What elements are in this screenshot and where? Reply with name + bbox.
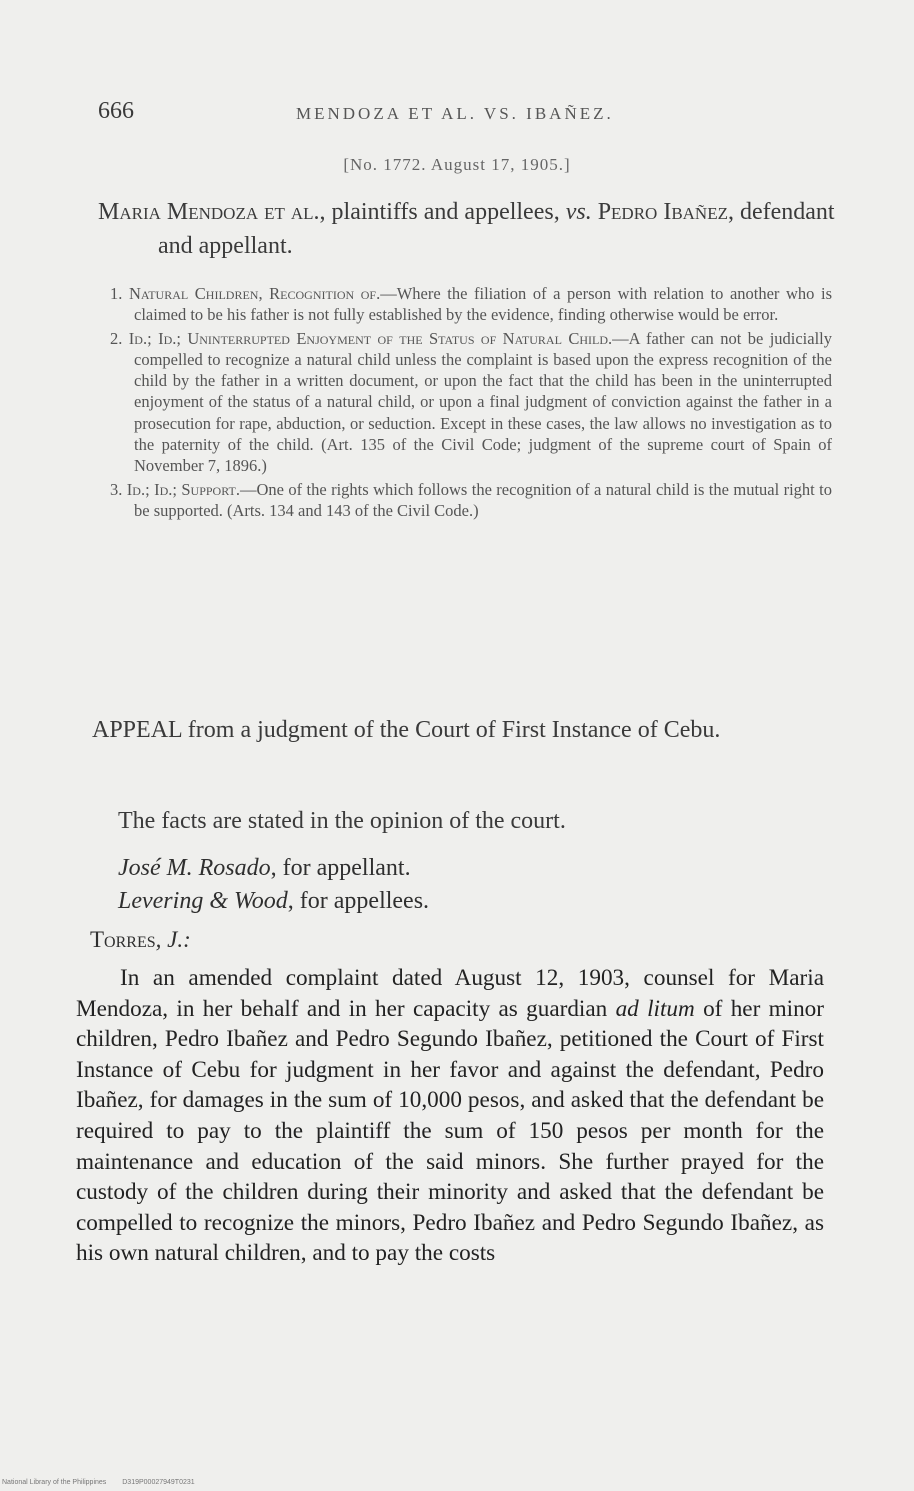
opinion-author (90, 927, 191, 953)
counsel-name: Levering & Wood (118, 888, 288, 914)
syllabus-item (100, 328, 832, 477)
versus: vs. (565, 199, 592, 225)
opinion-italic: ad litum (615, 995, 695, 1022)
running-header (98, 98, 818, 138)
syllabus-number: 2. (110, 328, 123, 348)
syllabus-text: .—A father can not be judicially compelled to recognize a natural child unless the complaint is based upon the express recognition of the child by the father in a written document, or upon the fact that the child has been in the uninterrupted enjoyment of the status of a natural child, or upon a final judgment of conviction against the father in a prosecution for rape, abduction, or seduction. Except in these cases, the law allows no investigation as to the paternity of the child. (Art. 135 of the Civil Code; judgment of the supreme court of Spain of November 7, 1896.) (134, 328, 833, 476)
scan-id: D319P00027949T0231 (122, 1479, 195, 1486)
judge-name: Torres (90, 927, 156, 952)
syllabus-heading: Natural Children, Recognition of (128, 284, 377, 303)
appeal-text: from a judgment of the Court of First Instance of Cebu. (181, 717, 721, 743)
syllabus (100, 283, 832, 521)
opinion-text: In an amended complaint dated August 12, 1903, counsel for Maria Mendoza, in her behalf and in her capacity as guardian (76, 965, 824, 1022)
defendant-role: , defendant and appellant. (158, 199, 835, 259)
counsel-name: José M. Rosado (118, 855, 271, 881)
syllabus-heading: Id.; Id.; Uninterrupted Enjoyment of the Status of Natural Child (128, 328, 608, 348)
opinion-paragraph (76, 963, 824, 1269)
syllabus-item (100, 283, 832, 326)
syllabus-heading: Id.; Id.; Support (126, 479, 236, 499)
opinion-text-rest: of her minor children, Pedro Ibañez and Pedro Segundo Ibañez, petitioned the Court of First Instance of Cebu for judgment in her favor and against the defendant, Pedro Ibañez, for damages in the sum of 10,000 pesos, and asked that the defendant be required to pay to the plaintiff the sum of 150 pesos per month for the maintenance and education of the said minors. She further prayed for the custody of the children during their minority and asked that the defendant be compelled to recognize the minors, Pedro Ibañez and Pedro Segundo Ibañez, as his own natural children, and to pay the costs (76, 995, 824, 1267)
library-credit: National Library of the Philippines (2, 1479, 107, 1486)
plaintiff-role: , plaintiffs and appellees, (319, 199, 566, 225)
facts-statement: The facts are stated in the opinion of the court. (118, 808, 566, 834)
judge-suffix: , J.: (155, 927, 191, 952)
counsel-appellant (118, 852, 838, 885)
counsel-appellees (118, 885, 838, 918)
page-number: 666 (98, 98, 134, 124)
syllabus-number: 3. (110, 479, 123, 499)
counsel-list (118, 852, 838, 918)
defendant-surname: Ibañez (663, 199, 728, 225)
appeal-statement (92, 715, 830, 746)
running-title: MENDOZA ET AL. VS. IBAÑEZ. (296, 104, 614, 123)
syllabus-text: .—One of the rights which follows the recognition of a natural child is the mutual right to be supported. (Arts. 134 and 143 of the Civil Code.) (134, 479, 833, 520)
counsel-role: , for appellees. (287, 888, 430, 914)
case-parties (98, 195, 843, 263)
counsel-role: , for appellant. (270, 855, 411, 881)
appeal-word: APPEAL (92, 717, 182, 743)
syllabus-text: .—Where the filiation of a person with relation to another who is claimed to be his father is not fully established by the evidence, finding otherwise would be error. (134, 284, 833, 325)
scan-footer (2, 1479, 195, 1486)
plaintiff-name: Maria Mendoza et al. (98, 199, 320, 225)
syllabus-number: 1. (110, 284, 123, 303)
syllabus-item (100, 479, 832, 522)
docket-line: [No. 1772. August 17, 1905.] (343, 155, 571, 174)
defendant-first-name: Pedro (591, 199, 658, 225)
